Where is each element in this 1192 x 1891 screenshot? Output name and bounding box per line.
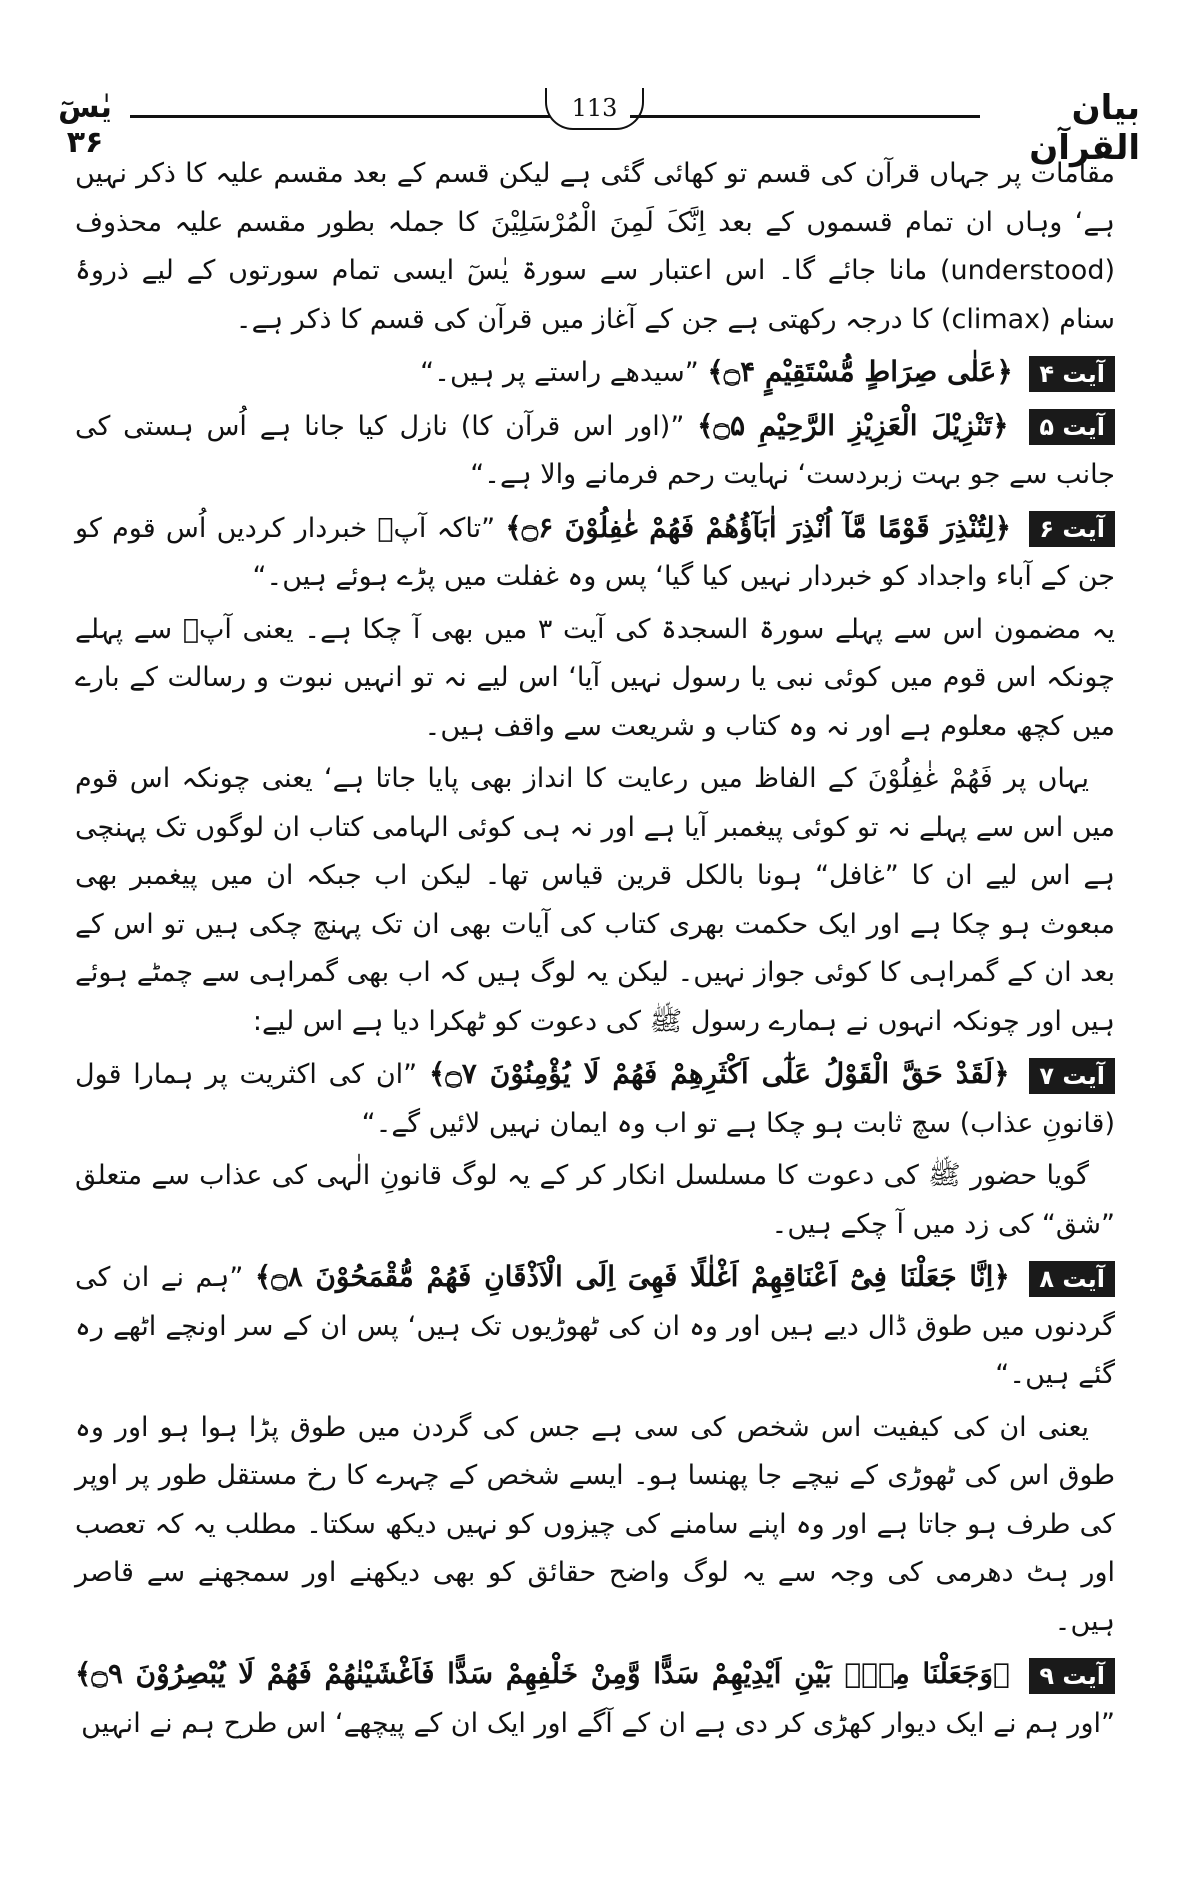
verse-9 — [75, 1650, 1115, 1748]
arabic-verse: ﴿اِنَّا جَعَلْنَا فِیْٓ اَعْنَاقِھِمْ اَغْلٰلًا فَھِیَ اِلَی الْاَذْقَانِ فَھُمْ مُّقْمَحُوْنَ ۝۸﴾ — [254, 1260, 1010, 1293]
commentary-paragraph: گویا حضور ﷺ کی دعوت کا مسلسل انکار کر کے یہ لوگ قانونِ الٰہی کی عذاب سے متعلق ”شق“ کی زد میں آ چکے ہیں۔ — [75, 1160, 1115, 1240]
verse-6 — [75, 504, 1115, 602]
page-body — [75, 150, 1115, 1752]
commentary-paragraph: یعنی ان کی کیفیت اس شخص کی سی ہے جس کی گردن میں طوق پڑا ہوا ہو اور وہ طوق اس کی ٹھوڑی کے نیچے جا پھنسا ہو۔ ایسے شخص کے چہرے کا رخ مستقل طور پر اوپر کی طرف ہو جاتا ہے اور وہ اپنے سامنے کی چیزوں کو نہیں دیکھ سکتا۔ مطلب یہ کہ تعصب اور ہٹ دھرمی کی وجہ سے یہ لوگ واضح حقائق کو بھی دیکھنے اور سمجھنے سے قاصر ہیں۔ — [75, 1411, 1115, 1637]
commentary-paragraph: یہ مضمون اس سے پہلے سورۃ السجدۃ کی آیت ۳ میں بھی آ چکا ہے۔ یعنی آپؐ سے پہلے چونکہ اس قوم میں کوئی نبی یا رسول نہیں آیا‘ اس لیے نہ تو انہیں نبوت و رسالت کے بارے میں کچھ معلوم ہے اور نہ وہ کتاب و شریعت سے واقف ہیں۔ — [75, 613, 1116, 742]
arabic-verse: ﴿وَجَعَلْنَا مِنْۢ بَیْنِ اَیْدِیْھِمْ سَدًّا وَّمِنْ خَلْفِھِمْ سَدًّا فَاَغْشَیْنٰھُمْ فَھُمْ لَا یُبْصِرُوْنَ ۝۹﴾ — [75, 1657, 1010, 1690]
arabic-verse: ﴿لَقَدْ حَقَّ الْقَوْلُ عَلٰٓی اَکْثَرِھِمْ فَھُمْ لَا یُؤْمِنُوْنَ ۝۷﴾ — [428, 1057, 1010, 1090]
ayah-badge: آیت ۴ — [1029, 356, 1115, 392]
arabic-verse: ﴿لِتُنْذِرَ قَوْمًا مَّآ اُنْذِرَ اٰبَآؤُھُمْ فَھُمْ غٰفِلُوْنَ ۝۶﴾ — [505, 510, 1012, 544]
verse-translation: ”(اور اس قرآن کا) نازل کیا جانا ہے اُس ہستی کی جانب سے جو بہت زبردست‘ نہایت رحم فرمانے والا ہے۔“ — [75, 410, 1115, 490]
ayah-badge: آیت ۵ — [1029, 409, 1115, 445]
header-rule-left — [130, 115, 550, 118]
verse-translation: ”تاکہ آپؐ خبردار کردیں اُس قوم کو جن کے آباء واجداد کو خبردار نہیں کیا گیا‘ پس وہ غفلت میں پڑے ہوئے ہیں۔“ — [75, 512, 1115, 592]
page-header — [40, 88, 1140, 168]
arabic-verse: ﴿عَلٰی صِرَاطٍ مُّسْتَقِیْمٍ ۝۴﴾ — [707, 355, 1013, 388]
book-title: بیان القرآن — [1029, 88, 1140, 168]
verse-8 — [75, 1253, 1115, 1400]
ayah-badge: آیت ۶ — [1029, 511, 1115, 547]
verse-translation: ”ہم نے ان کی گردنوں میں طوق ڈال دیے ہیں اور وہ ان کی ٹھوڑیوں تک ہیں‘ پس ان کے سر اونچے اٹھے رہ گئے ہیں۔“ — [75, 1262, 1115, 1390]
verse-translation: ”سیدھے راستے پر ہیں۔“ — [420, 357, 699, 388]
commentary-paragraph: یہاں پر فَھُمْ غٰفِلُوْنَ کے الفاظ میں رعایت کا انداز بھی پایا جاتا ہے‘ یعنی چونکہ اس قوم میں اس سے پہلے نہ تو کوئی پیغمبر آیا ہے اور نہ ہی کوئی الہامی کتاب ان لوگوں تک پہنچی ہے اس لیے ان کا ”غافل“ ہونا بالکل قرین قیاس تھا۔ لیکن اب جبکہ ان میں پیغمبر بھی مبعوث ہو چکا ہے اور ایک حکمت بھری کتاب کی آیات بھی ان تک پہنچ چکی ہیں تو اس کے بعد ان کے گمراہی کا کوئی جواز نہیں۔ لیکن یہ لوگ ہیں کہ اب بھی گمراہی سے چمٹے ہوئے ہیں اور چونکہ انہوں نے ہمارے رسول ﷺ کی دعوت کو ٹھکرا دیا ہے اس لیے: — [75, 763, 1115, 1037]
verse-translation: ”اور ہم نے ایک دیوار کھڑی کر دی ہے ان کے آگے اور ایک ان کے پیچھے‘ اس طرح ہم نے انہیں — [81, 1707, 1115, 1739]
verse-4 — [75, 348, 1115, 398]
surah-name: یٰسٓ ۳۶ — [58, 90, 112, 160]
verse-7 — [75, 1050, 1115, 1148]
ayah-badge: آیت ۸ — [1029, 1261, 1115, 1297]
page-number: 113 — [545, 88, 644, 130]
arabic-verse: ﴿تَنْزِیْلَ الْعَزِیْزِ الرَّحِیْمِ ۝۵﴾ — [697, 408, 1009, 442]
ayah-badge: آیت ۹ — [1029, 1658, 1115, 1694]
ayah-badge: آیت ۷ — [1029, 1058, 1115, 1094]
verse-translation: ”ان کی اکثریت پر ہمارا قول (قانونِ عذاب) سچ ثابت ہو چکا ہے تو اب وہ ایمان نہیں لائیں گے۔“ — [75, 1059, 1115, 1139]
header-rule-right — [630, 115, 980, 118]
verse-5 — [75, 402, 1115, 500]
commentary-paragraph: مقامات پر جہاں قرآن کی قسم تو کھائی گئی ہے لیکن قسم کے بعد مقسم علیہ کا ذکر نہیں ہے‘ وہاں ان تمام قسموں کے بعد اِنَّکَ لَمِنَ الْمُرْسَلِیْنَ کا جملہ بطور مقسم علیہ محذوف (understood) مانا جائے گا۔ اس اعتبار سے سورۃ یٰسٓ ایسی تمام سورتوں کے لیے ذروۂ سنام (climax) کا درجہ رکھتی ہے جن کے آغاز میں قرآن کی قسم کا ذکر ہے۔ — [75, 158, 1115, 335]
